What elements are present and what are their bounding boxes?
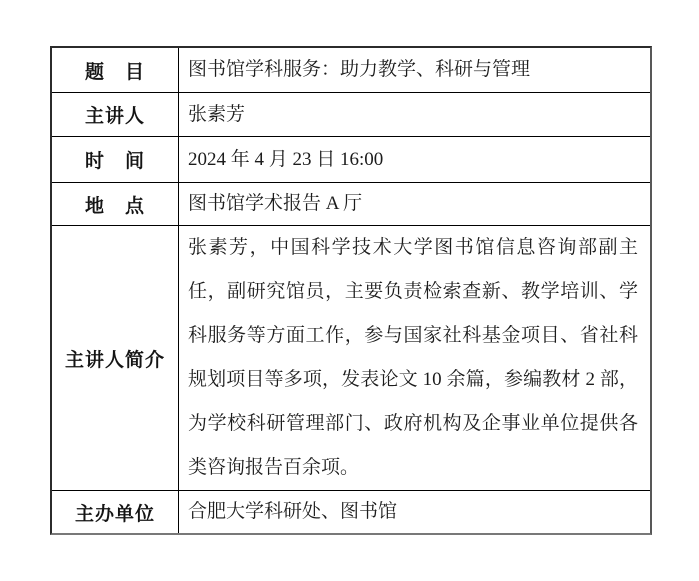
- organizer-value: 合肥大学科研处、图书馆: [188, 501, 398, 523]
- speaker-bio-value: 张素芳，中国科学技术大学图书馆信息咨询部副主任，副研究馆员，主要负责检索查新、教学培训、学科服务等方面工作，参与国家社科基金项目、省社科规划项目等多项，发表论文 10 余篇，参编教材 2 部，为学校科研管理部门、政府机构及企事业单位提供各类咨询报告百余项。: [188, 237, 638, 478]
- time-value: 2024 年 4 月 23 日 16:00: [188, 148, 384, 170]
- location-value: 图书馆学术报告 A 厅: [188, 193, 363, 215]
- speaker-label: 主讲人: [52, 93, 179, 136]
- table-row-title: [52, 48, 650, 93]
- table-row-time: [52, 137, 650, 183]
- title-value: 图书馆学科服务：助力教学、科研与管理: [188, 59, 531, 81]
- speaker-value: 张素芳: [188, 103, 246, 125]
- lecture-announcement-table: [50, 46, 652, 535]
- location-label: 地 点: [52, 183, 179, 225]
- title-label: 题 目: [52, 48, 179, 92]
- table-row-organizer: [52, 491, 650, 533]
- table-row-location: [52, 183, 650, 226]
- table-row-speaker-bio: [52, 226, 650, 491]
- speaker-bio-label: 主讲人简介: [52, 226, 179, 490]
- table-row-speaker: [52, 93, 650, 137]
- time-label: 时 间: [52, 137, 179, 182]
- organizer-label: 主办单位: [52, 491, 179, 533]
